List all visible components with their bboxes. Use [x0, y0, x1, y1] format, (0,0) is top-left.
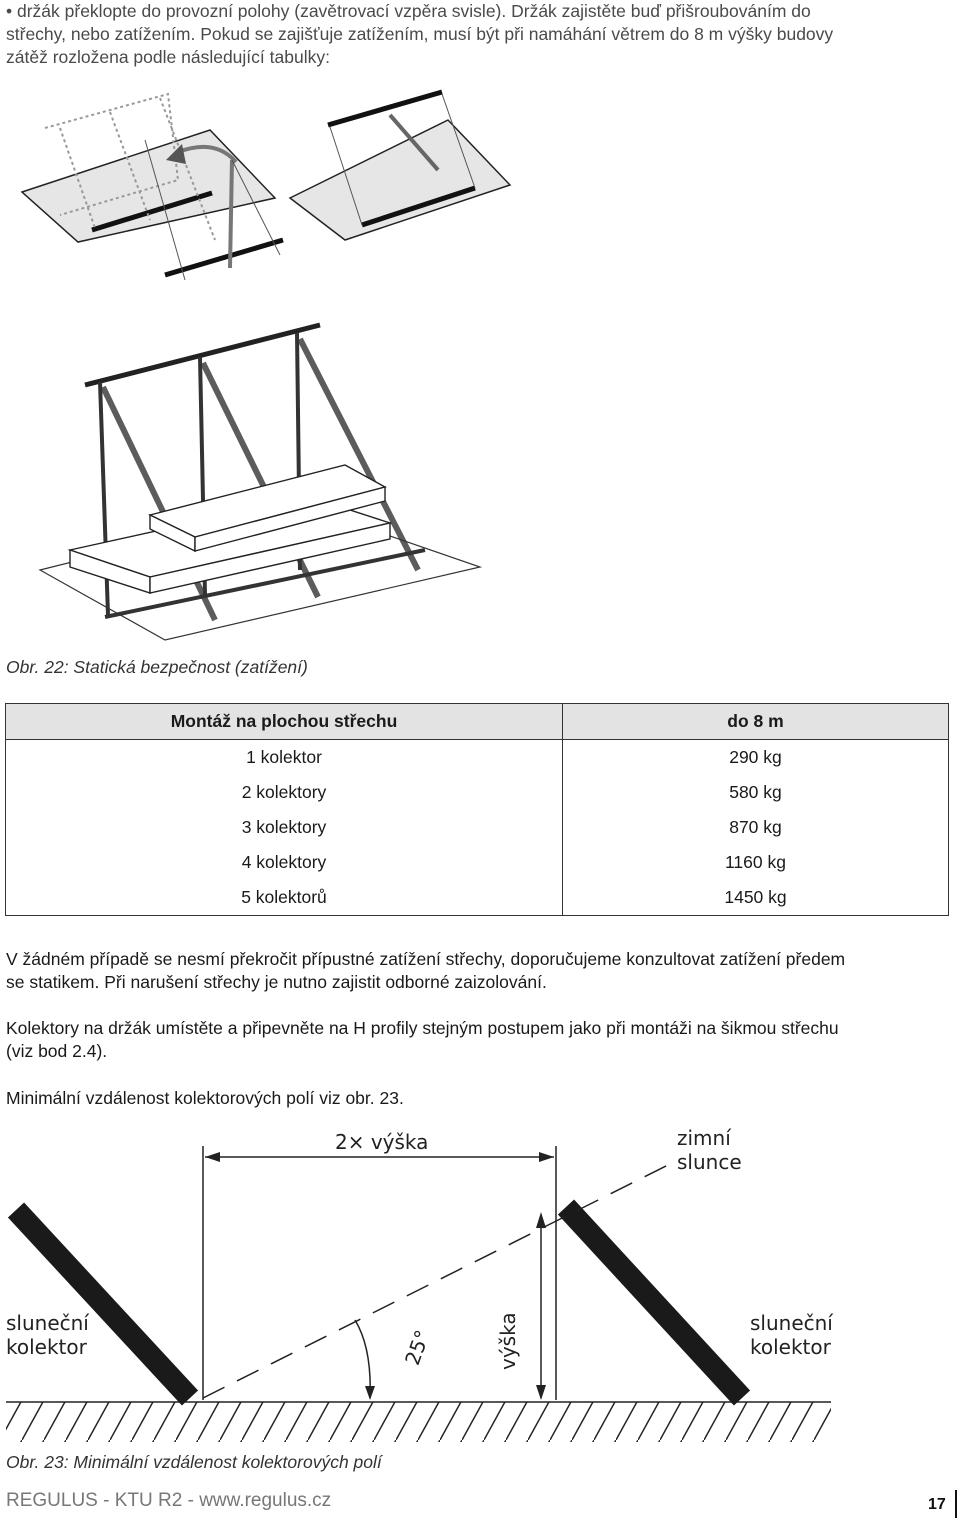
label-collector-line: kolektor [750, 1335, 831, 1359]
label-collector-line: kolektor [6, 1335, 87, 1359]
table-cell-collectors: 5 kolektorů [6, 880, 563, 916]
label-distance: 2× výška [335, 1130, 429, 1154]
folding-holder-illustration [0, 80, 960, 300]
table-header-height: do 8 m [563, 704, 949, 740]
label-winter-sun [677, 1126, 742, 1174]
table-row [6, 880, 949, 916]
table-cell-load: 1160 kg [563, 845, 949, 880]
table-header-mount: Montáž na plochou střechu [6, 704, 563, 740]
page-number: 17 [928, 1496, 946, 1513]
table-row [6, 740, 949, 776]
table-cell-load: 580 kg [563, 775, 949, 810]
table-row [6, 810, 949, 845]
label-angle: 25° [400, 1326, 435, 1369]
intro-line-1: • držák překlopte do provozní polohy (zavětrovací vzpěra svisle). Držák zajistěte buď přišroubováním do [6, 1, 811, 21]
paragraph-line: Kolektory na držák umístěte a připevněte na H profily stejným postupem jako při montáži na šikmou střechu [6, 1018, 839, 1038]
label-collector-line: sluneční [750, 1311, 833, 1335]
footer-text: REGULUS - KTU R2 - www.regulus.cz [6, 1490, 332, 1511]
label-collector-left [6, 1311, 89, 1359]
table-header-row [6, 704, 949, 740]
label-sun-line: slunce [677, 1150, 742, 1174]
paragraph-line: (viz bod 2.4). [6, 1041, 108, 1061]
intro-line-3: zátěž rozložena podle následující tabulky: [6, 47, 330, 67]
table-cell-load: 870 kg [563, 810, 949, 845]
figure-23-caption: Obr. 23: Minimální vzdálenost kolektorových polí [6, 1452, 382, 1472]
intro-text [6, 0, 946, 69]
table-cell-collectors: 3 kolektory [6, 810, 563, 845]
load-table [5, 703, 949, 916]
table-cell-collectors: 4 kolektory [6, 845, 563, 880]
figure-22-caption: Obr. 22: Statická bezpečnost (zatížení) [6, 657, 308, 677]
table-cell-collectors: 2 kolektory [6, 775, 563, 810]
paragraph-mounting [6, 1017, 946, 1063]
table-cell-load: 1450 kg [563, 880, 949, 916]
label-collector-line: sluneční [6, 1311, 89, 1335]
paragraph-roof-load [6, 948, 946, 994]
intro-line-2: střechy, nebo zatížením. Pokud se zajišťuje zatížením, musí být při namáhání větrem do 8 m výšky budovy [6, 24, 834, 44]
paragraph-distance: Minimální vzdálenost kolektorových polí viz obr. 23. [6, 1088, 404, 1108]
label-height: výška [496, 1312, 520, 1370]
paragraph-line: se statikem. Při narušení střechy je nutno zajistit odborné zaizolování. [6, 972, 547, 992]
collector-spacing-diagram [0, 1120, 960, 1450]
table-cell-collectors: 1 kolektor [6, 740, 563, 776]
page-number-bar [955, 1490, 957, 1518]
paragraph-line: V žádném případě se nesmí překročit přípustné zatížení střechy, doporučujeme konzultovat zatížení předem [6, 949, 846, 969]
table-cell-load: 290 kg [563, 740, 949, 776]
label-collector-right [750, 1311, 833, 1359]
label-sun-line: zimní [677, 1126, 731, 1150]
table-row [6, 845, 949, 880]
table-row [6, 775, 949, 810]
weighted-frame-illustration [0, 315, 960, 655]
